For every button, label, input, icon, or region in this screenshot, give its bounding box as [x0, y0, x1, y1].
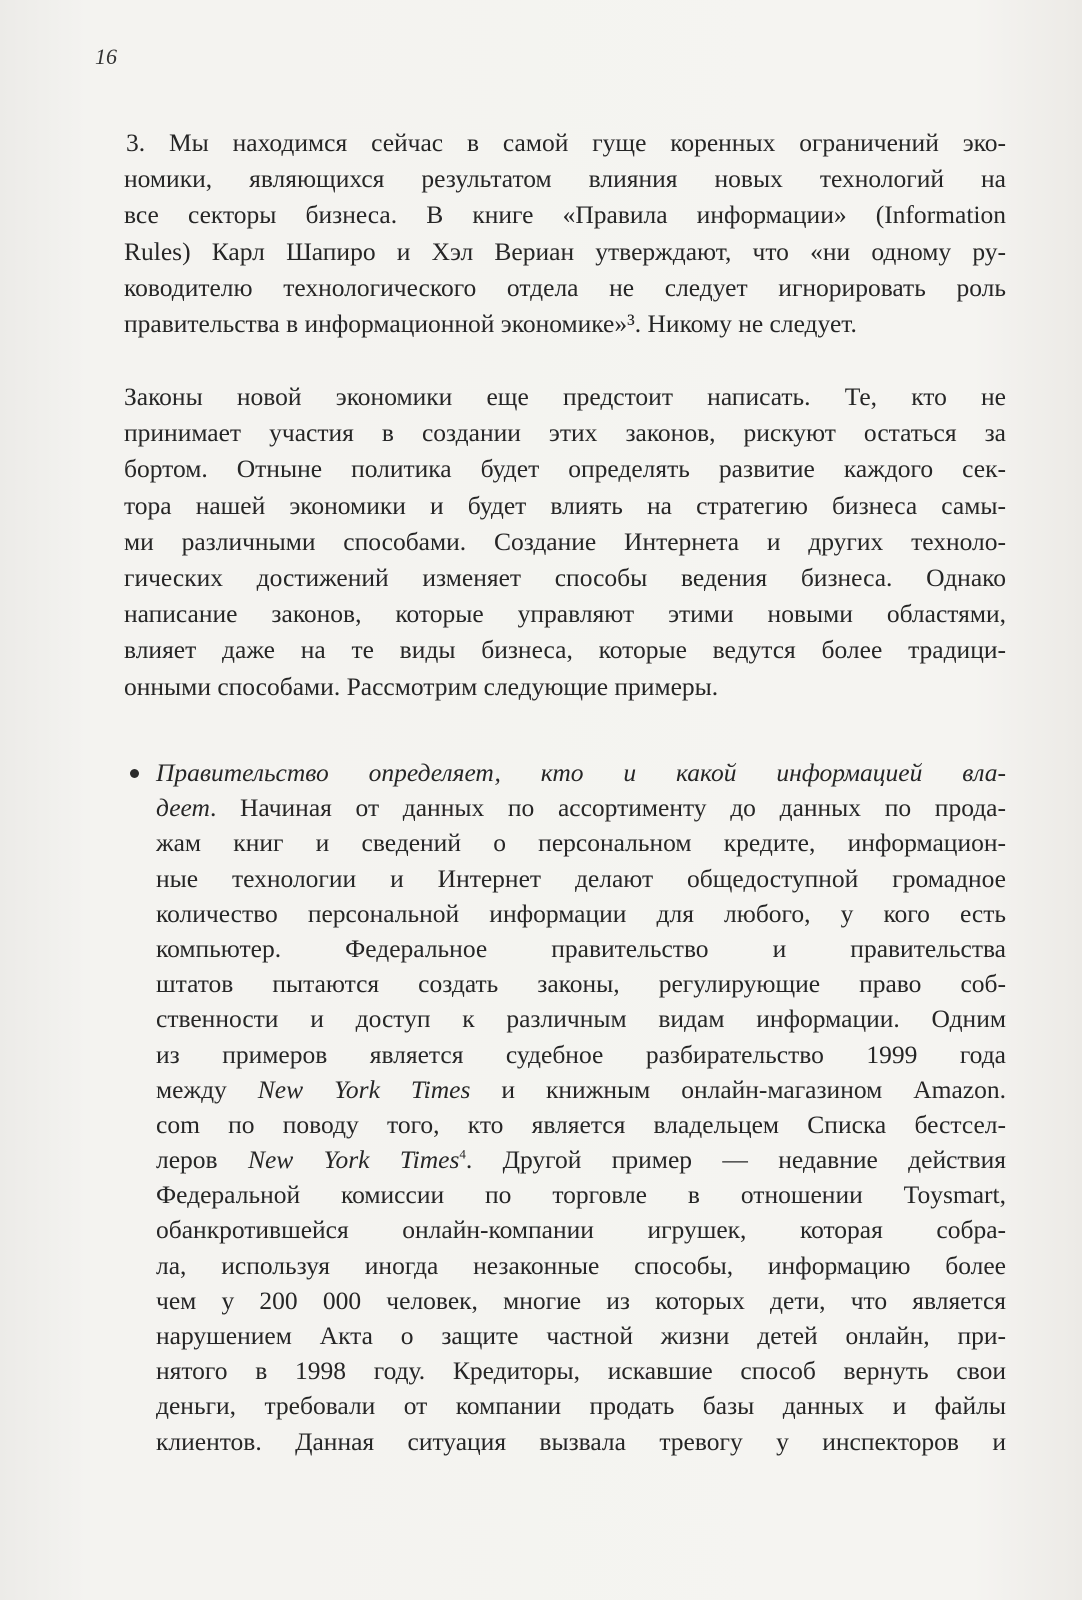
- text-fragment: между: [156, 1074, 258, 1104]
- text-line: правительства в информационной экономике»³. Никому не следует.: [124, 308, 857, 338]
- text-fragment: леров: [156, 1145, 248, 1175]
- text-line: Rules) Карл Шапиро и Хэл Вериан утверждают, что «ни одному ру-: [124, 236, 1006, 266]
- paragraph-1: [124, 125, 1006, 342]
- text-line: [156, 790, 1006, 825]
- text-line: [156, 1072, 1006, 1107]
- publication-title: New York Times: [247, 1145, 460, 1175]
- text-line: ные технологии и Интернет делают общедоступной громадное: [156, 863, 1006, 893]
- text-line: обанкротившейся онлайн-компании игрушек, которая собра-: [156, 1215, 1006, 1245]
- text-line: нятого в 1998 году. Кредиторы, искавшие способ вернуть свои: [156, 1356, 1006, 1386]
- text-line: ководителю технологического отдела не следует игнорировать роль: [124, 272, 1006, 302]
- text-line: [156, 1142, 1006, 1177]
- text-line: ственности и доступ к различным видам информации. Одним: [156, 1004, 1006, 1034]
- text-line: из примеров является судебное разбирательство 1999 года: [156, 1039, 1006, 1069]
- text-line: чем у 200 000 человек, многие из которых дети, что является: [156, 1285, 1006, 1315]
- italic-lead: Правительство определяет, кто и какой информацией вла-: [156, 758, 1006, 787]
- text-fragment: и книжным онлайн-магазином Amazon.: [470, 1074, 1006, 1104]
- text-fragment: . Начиная от данных по ассортименту до данных по прода-: [209, 793, 1006, 823]
- text-line: влияет даже на те виды бизнеса, которые ведутся более традици-: [124, 635, 1006, 665]
- text-line: принимает участия в создании этих законов, рискуют остаться за: [124, 418, 1006, 448]
- publication-title: New York Times: [257, 1074, 471, 1104]
- text-line: тора нашей экономики и будет влиять на стратегию бизнеса самы-: [124, 490, 1006, 520]
- text-line: ми различными способами. Создание Интернета и других техноло-: [124, 526, 1006, 556]
- paragraph-2: [124, 379, 1006, 705]
- text-line: жам книг и сведений о персональном кредите, информацион-: [156, 828, 1006, 858]
- text-line: гических достижений изменяет способы ведения бизнеса. Однако: [124, 562, 1006, 592]
- text-line: онными способами. Рассмотрим следующие примеры.: [124, 671, 719, 701]
- text-line: бортом. Отныне политика будет определять развитие каждого сек-: [124, 454, 1006, 484]
- text-line: клиентов. Данная ситуация вызвала тревогу у инспекторов и: [156, 1426, 1006, 1456]
- page-number: 16: [95, 44, 117, 69]
- text-line: com по поводу того, кто является владельцем Списка бестсел-: [156, 1109, 1006, 1139]
- text-line: штатов пытаются создать законы, регулирующие право соб-: [156, 969, 1006, 999]
- text-line: ла, используя иногда незаконные способы, информацию более: [156, 1250, 1006, 1280]
- text-line: 3. Мы находимся сейчас в самой гуще коренных ограничений эко-: [126, 128, 1006, 157]
- bullet-text: [156, 755, 1006, 1459]
- text-fragment: . Другой пример — недавние действия: [465, 1145, 1006, 1175]
- text-line: Законы новой экономики еще предстоит написать. Те, кто не: [124, 382, 1006, 411]
- footnote-marker: 4: [459, 1146, 466, 1162]
- text-line: компьютер. Федеральное правительство и правительства: [156, 933, 1006, 963]
- bullet-icon: [130, 769, 139, 778]
- text-line: Федеральной комиссии по торговле в отношении Toysmart,: [156, 1180, 1006, 1210]
- text-line: все секторы бизнеса. В книге «Правила информации» (Information: [124, 200, 1006, 230]
- italic-lead-end: деет: [156, 793, 210, 823]
- text-line: нарушением Акта о защите частной жизни детей онлайн, при-: [156, 1321, 1006, 1350]
- text-line: количество персональной информации для любого, у кого есть: [156, 898, 1006, 928]
- text-line: написание законов, которые управляют этими новыми областями,: [124, 599, 1006, 629]
- text-line: деньги, требовали от компании продать базы данных и файлы: [156, 1391, 1006, 1421]
- text-line: номики, являющихся результатом влияния новых технологий на: [124, 164, 1006, 194]
